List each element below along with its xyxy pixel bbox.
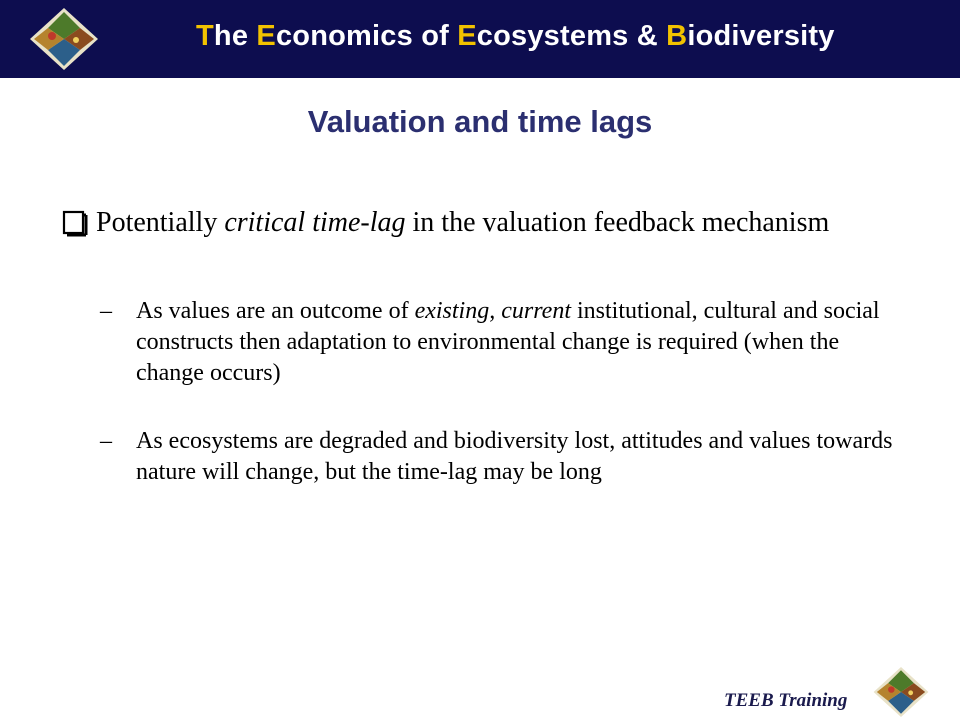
dash-marker: –: [100, 428, 112, 454]
main-bullet-text: Potentially critical time-lag in the valuation feedback mechanism: [96, 207, 830, 238]
main-bullet: [62, 205, 892, 241]
footer-label: TEEB Training: [724, 690, 848, 711]
slide-title: Valuation and time lags: [307, 104, 653, 139]
dash-marker: –: [100, 298, 112, 324]
teeb-logo-icon: [28, 6, 100, 72]
sub-bullet-text: As ecosystems are degraded and biodiversity lost, attitudes and values towards nature will change, but the time-lag may be long: [136, 428, 893, 485]
header-title: The Economics of Ecosystems & Biodiversity: [196, 20, 835, 52]
header-bar: [0, 0, 960, 78]
sub-bullet-text: As values are an outcome of existing, current institutional, cultural and social constructs then adaptation to environmental change is required (when the change occurs): [136, 298, 880, 386]
checkbox-bullet-icon: [62, 209, 88, 237]
sub-bullet-2: [100, 426, 900, 488]
teeb-logo-icon: [872, 664, 930, 720]
sub-bullet-1: [100, 296, 900, 389]
